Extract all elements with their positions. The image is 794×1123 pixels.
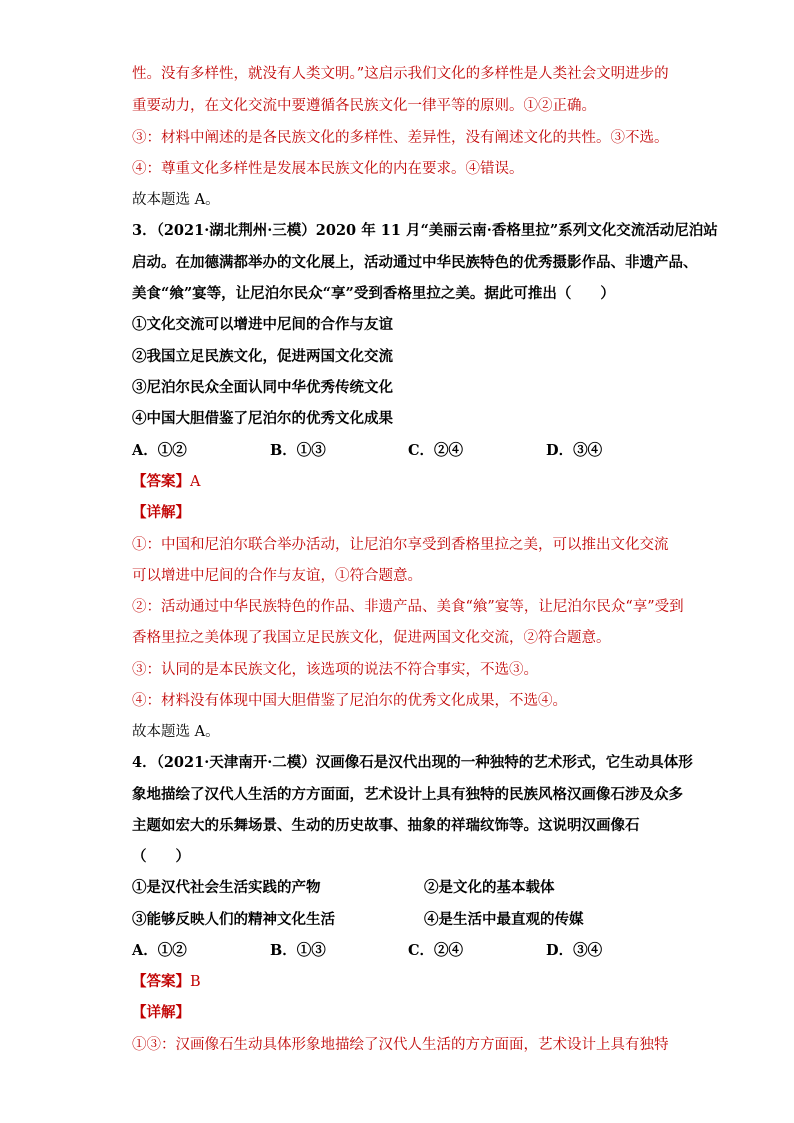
question-4-stem: 象地描绘了汉代人生活的方方面面，艺术设计上具有独特的民族风格汉画像石涉及众多 bbox=[132, 786, 683, 803]
choice-a: A．①② bbox=[132, 942, 187, 959]
answer-label: 【答案】 bbox=[132, 973, 190, 990]
question-4-option: ③能够反映人们的精神文化生活 bbox=[132, 911, 335, 928]
question-3-stem: 启动。在加德满都举办的文化展上，活动通过中华民族特色的优秀摄影作品、非遗产品、 bbox=[132, 254, 698, 271]
question-3-choices bbox=[132, 441, 672, 461]
detail-line: ②：活动通过中华民族特色的作品、非遗产品、美食“飨”宴等，让尼泊尔民众“享”受到 bbox=[132, 599, 684, 615]
answer-label: 【答案】 bbox=[132, 473, 190, 490]
question-4-options-row bbox=[132, 910, 672, 930]
question-4-stem: 4．（2021·天津南开·二模）汉画像石是汉代出现的一种独特的艺术形式，它生动具体形 bbox=[132, 754, 693, 771]
question-4-choices bbox=[132, 941, 672, 961]
explanation-line: 性。没有多样性，就没有人类文明。”这启示我们文化的多样性是人类社会文明进步的 bbox=[132, 66, 669, 82]
question-4-options-row bbox=[132, 878, 672, 898]
detail-line: ①：中国和尼泊尔联合举办活动，让尼泊尔享受到香格里拉之美，可以推出文化交流 bbox=[132, 537, 669, 553]
question-3-option: ①文化交流可以增进中尼间的合作与友谊 bbox=[132, 316, 393, 333]
choice-c: C．②④ bbox=[408, 942, 464, 959]
question-3-option: ②我国立足民族文化，促进两国文化交流 bbox=[132, 348, 393, 365]
detail-line: 香格里拉之美体现了我国立足民族文化，促进两国文化交流，②符合题意。 bbox=[132, 630, 611, 646]
question-4-option: ②是文化的基本载体 bbox=[424, 879, 555, 896]
choice-b: B．①③ bbox=[270, 442, 326, 459]
explanation-line: ③：材料中阐述的是各民族文化的多样性、差异性，没有阐述文化的共性。③不选。 bbox=[132, 130, 669, 146]
detail-label: 【详解】 bbox=[132, 504, 190, 521]
question-4-option: ④是生活中最直观的传媒 bbox=[424, 911, 584, 928]
question-3-answer bbox=[132, 472, 672, 492]
choice-d: D．③④ bbox=[546, 942, 603, 959]
detail-line: ④：材料没有体现中国大胆借鉴了尼泊尔的优秀文化成果，不选④。 bbox=[132, 693, 567, 709]
explanation-line: ④：尊重文化多样性是发展本民族文化的内在要求。④错误。 bbox=[132, 161, 524, 177]
explanation-line: 重要动力，在文化交流中要遵循各民族文化一律平等的原则。①②正确。 bbox=[132, 98, 596, 114]
choice-b: B．①③ bbox=[270, 942, 326, 959]
question-4-option: ①是汉代社会生活实践的产物 bbox=[132, 879, 321, 896]
question-4-stem: （ ） bbox=[132, 848, 190, 865]
question-3-stem: 3．（2021·湖北荆州·三模）2020 年 11 月“美丽云南·香格里拉”系列文化交流活动尼泊站 bbox=[132, 222, 718, 239]
question-4-answer bbox=[132, 972, 672, 992]
detail-line: ①③：汉画像石生动具体形象地描绘了汉代人生活的方方面面，艺术设计上具有独特 bbox=[132, 1037, 669, 1053]
choice-c: C．②④ bbox=[408, 442, 464, 459]
detail-label: 【详解】 bbox=[132, 1004, 190, 1021]
question-3-option: ③尼泊尔民众全面认同中华优秀传统文化 bbox=[132, 379, 393, 396]
answer-value: A bbox=[190, 474, 201, 490]
conclusion-line: 故本题选 A。 bbox=[132, 724, 220, 740]
question-4-stem: 主题如宏大的乐舞场景、生动的历史故事、抽象的祥瑞纹饰等。这说明汉画像石 bbox=[132, 817, 640, 834]
answer-value: B bbox=[190, 974, 201, 990]
choice-a: A．①② bbox=[132, 442, 187, 459]
detail-line: ③：认同的是本民族文化，该选项的说法不符合事实，不选③。 bbox=[132, 662, 538, 678]
question-3-option: ④中国大胆借鉴了尼泊尔的优秀文化成果 bbox=[132, 410, 393, 427]
question-3-stem: 美食“飨”宴等，让尼泊尔民众“享”受到香格里拉之美。据此可推出（ ） bbox=[132, 285, 615, 302]
detail-line: 可以增进中尼间的合作与友谊，①符合题意。 bbox=[132, 568, 422, 584]
conclusion-line: 故本题选 A。 bbox=[132, 192, 220, 208]
choice-d: D．③④ bbox=[546, 442, 603, 459]
